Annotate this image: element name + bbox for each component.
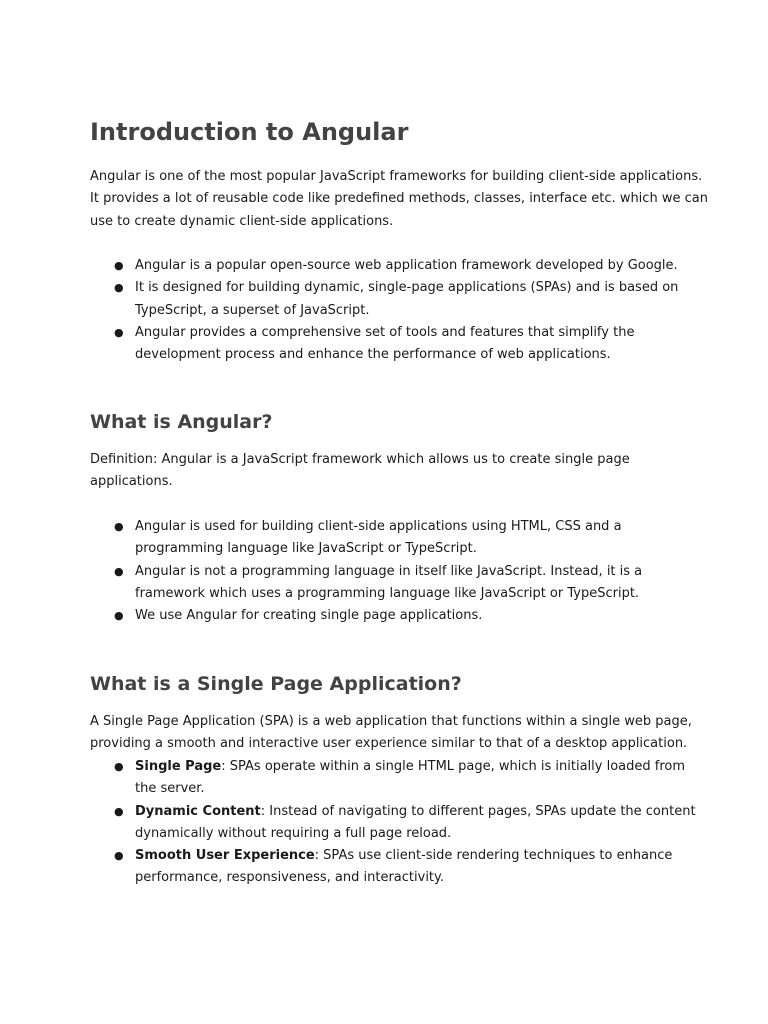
list-item-description: : SPAs use client-side rendering techniques to enhance <box>314 848 673 864</box>
list-item-text: dynamically without requiring a full page reload. <box>135 825 452 841</box>
list-item-term: Single Page <box>135 759 222 774</box>
what-bullet-list <box>90 516 680 627</box>
list-item-term: Dynamic Content <box>135 803 261 819</box>
spa-paragraph-line: providing a smooth and interactive user experience similar to that of a desktop application. <box>90 736 688 752</box>
list-item <box>90 756 686 801</box>
section-heading-what-is-spa: What is a Single Page Application? <box>90 673 462 695</box>
list-item-text: the server. <box>135 781 205 797</box>
list-item-text: framework which uses a programming language like JavaScript or TypeScript. <box>135 585 640 601</box>
list-item-description: : SPAs operate within a single HTML page, which is initially loaded from <box>221 759 686 774</box>
list-item <box>90 561 680 606</box>
list-item-text <box>135 756 686 778</box>
section-heading-what-is-angular: What is Angular? <box>90 411 273 433</box>
list-item-text: performance, responsiveness, and interactivity. <box>135 870 444 886</box>
spa-paragraph-line: A Single Page Application (SPA) is a web application that functions within a single web page, <box>90 714 692 729</box>
list-item-text: Angular provides a comprehensive set of tools and features that simplify the <box>135 324 635 340</box>
spa-paragraph <box>90 711 692 756</box>
intro-bullet-list <box>90 255 680 366</box>
list-item-text: Angular is not a programming language in itself like JavaScript. Instead, it is a <box>135 563 643 579</box>
list-item-text: development process and enhance the performance of web applications. <box>135 347 611 363</box>
list-item <box>90 277 680 322</box>
list-item <box>90 255 680 277</box>
list-item-text: We use Angular for creating single page applications. <box>135 608 483 624</box>
list-item-term: Smooth User Experience <box>135 848 315 864</box>
list-item <box>90 605 680 627</box>
intro-paragraph-line: Angular is one of the most popular JavaScript frameworks for building client-side applications. <box>90 169 703 184</box>
bullet-icon: ● <box>114 564 124 578</box>
list-item-text: Angular is used for building client-side applications using HTML, CSS and a <box>135 519 622 534</box>
list-item-text: TypeScript, a superset of JavaScript. <box>135 302 370 318</box>
bullet-icon: ● <box>114 325 124 339</box>
spa-bullet-list <box>90 756 696 890</box>
bullet-icon: ● <box>114 520 124 533</box>
list-item <box>90 516 680 561</box>
bullet-icon: ● <box>114 804 124 818</box>
list-item-text <box>135 845 680 867</box>
list-item <box>90 801 696 846</box>
bullet-icon: ● <box>114 609 124 623</box>
intro-paragraph-line: use to create dynamic client-side applications. <box>90 213 394 229</box>
bullet-icon: ● <box>114 760 124 773</box>
what-paragraph-line: applications. <box>90 474 173 490</box>
list-item-description: : Instead of navigating to different pages, SPAs update the content <box>260 803 696 819</box>
list-item-text: Angular is a popular open-source web application framework developed by Google. <box>135 258 678 273</box>
what-paragraph <box>90 449 680 494</box>
list-item-text <box>135 801 696 823</box>
intro-paragraph <box>90 166 708 233</box>
intro-paragraph-line: It provides a lot of reusable code like predefined methods, classes, interface etc. which we can <box>90 191 708 207</box>
page-title: Introduction to Angular <box>90 118 409 146</box>
what-paragraph-line: Definition: Angular is a JavaScript framework which allows us to create single page <box>90 452 630 467</box>
bullet-icon: ● <box>114 281 124 295</box>
list-item-text: It is designed for building dynamic, single-page applications (SPAs) and is based on <box>135 280 679 296</box>
list-item-text: programming language like JavaScript or TypeScript. <box>135 541 477 557</box>
bullet-icon: ● <box>114 849 124 863</box>
list-item <box>90 845 680 890</box>
bullet-icon: ● <box>114 259 124 272</box>
list-item <box>90 322 680 367</box>
